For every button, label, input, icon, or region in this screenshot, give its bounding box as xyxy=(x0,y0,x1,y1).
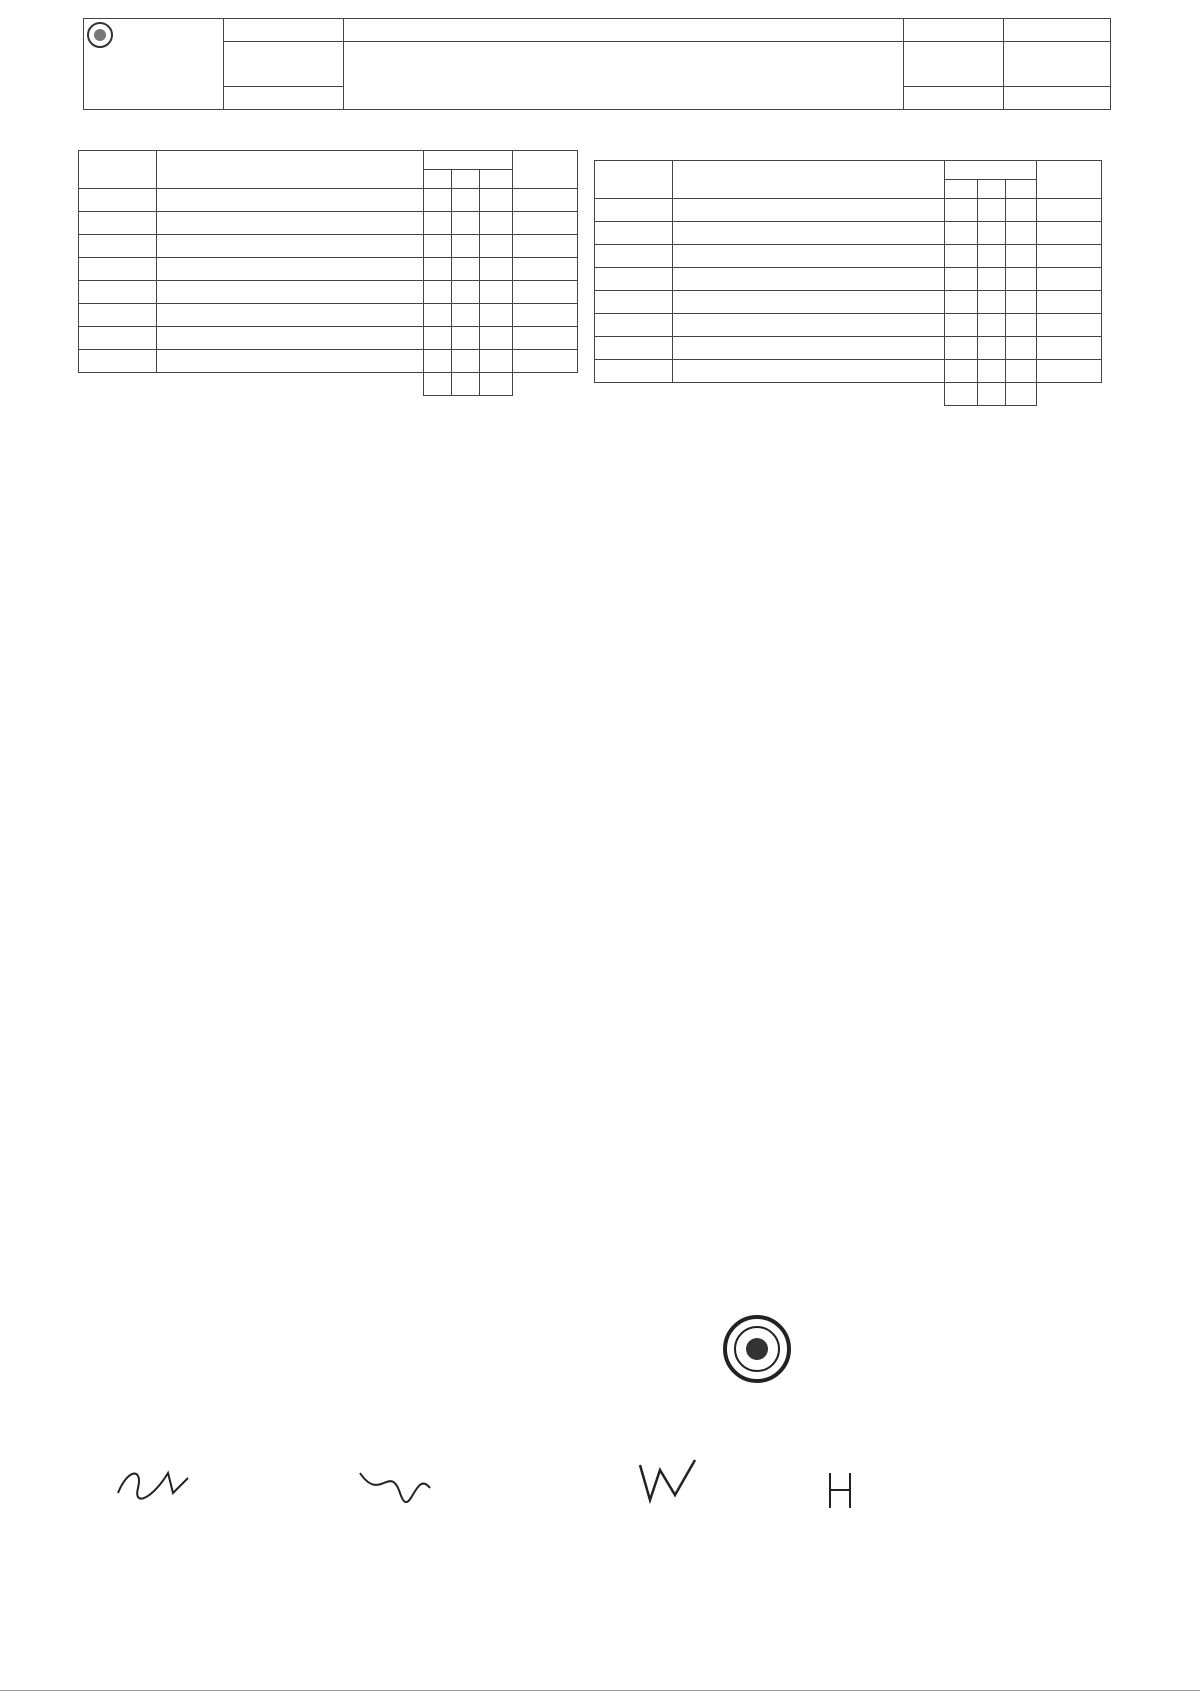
course-prereq xyxy=(512,258,577,281)
ched-seal-icon xyxy=(722,1314,792,1384)
total-header xyxy=(1006,180,1036,199)
course-title xyxy=(673,199,945,222)
course-row xyxy=(595,337,1102,360)
major-value xyxy=(344,110,904,133)
course-title xyxy=(673,337,945,360)
total-units-label xyxy=(673,383,945,406)
course-row xyxy=(79,281,578,304)
course-title xyxy=(673,314,945,337)
course-title xyxy=(157,212,423,235)
major-label xyxy=(224,87,344,110)
course-code xyxy=(595,222,673,245)
course-title xyxy=(673,360,945,383)
revision-label xyxy=(904,87,1004,110)
course-code xyxy=(79,281,157,304)
course-code xyxy=(79,327,157,350)
lab-units xyxy=(977,314,1005,337)
course-code xyxy=(595,199,673,222)
total-units xyxy=(480,350,513,373)
reference-label xyxy=(904,19,1004,42)
total-units xyxy=(1006,222,1036,245)
lab-units xyxy=(977,291,1005,314)
program-value xyxy=(344,42,904,110)
approved-by-block xyxy=(800,1470,1000,1498)
logo-cell xyxy=(84,19,224,110)
subject-title-header xyxy=(157,151,423,189)
reviewed-signature-icon xyxy=(355,1463,435,1503)
course-code xyxy=(595,291,673,314)
lec-units xyxy=(423,350,451,373)
course-row xyxy=(595,360,1102,383)
lab-units xyxy=(977,337,1005,360)
lec-units xyxy=(945,268,978,291)
lab-header xyxy=(451,170,479,189)
course-code xyxy=(79,189,157,212)
course-row xyxy=(79,258,578,281)
course-prereq xyxy=(1036,314,1101,337)
course-code xyxy=(79,235,157,258)
university-seal-icon xyxy=(86,21,114,49)
lec-units xyxy=(945,314,978,337)
course-title xyxy=(673,291,945,314)
course-row xyxy=(79,350,578,373)
course-code xyxy=(595,360,673,383)
total-units xyxy=(480,327,513,350)
lec-units xyxy=(423,189,451,212)
course-row xyxy=(595,199,1102,222)
course-code xyxy=(595,245,673,268)
unit-distribution-header xyxy=(423,151,512,170)
lab-units xyxy=(451,189,479,212)
totals-row xyxy=(79,373,578,396)
noted-signature-icon xyxy=(630,1455,700,1505)
prereq-header xyxy=(512,151,577,189)
course-row xyxy=(595,245,1102,268)
course-prereq xyxy=(512,281,577,304)
course-code xyxy=(79,304,157,327)
total-sum xyxy=(480,373,513,396)
lec-units xyxy=(945,222,978,245)
totals-row xyxy=(595,383,1102,406)
course-row xyxy=(79,212,578,235)
course-title xyxy=(157,281,423,304)
unit-distribution-header xyxy=(945,161,1036,180)
effectivity-value xyxy=(1004,42,1111,87)
college-label xyxy=(224,19,344,42)
course-code xyxy=(595,268,673,291)
header-table xyxy=(83,18,1111,132)
lec-header xyxy=(423,170,451,189)
total-units xyxy=(1006,199,1036,222)
total-units xyxy=(1006,245,1036,268)
total-units-label xyxy=(157,373,423,396)
course-prereq xyxy=(512,212,577,235)
course-row xyxy=(79,327,578,350)
revision-value xyxy=(1004,87,1111,110)
course-title xyxy=(157,350,423,373)
lec-units xyxy=(423,258,451,281)
lab-units xyxy=(451,304,479,327)
total-lec xyxy=(945,383,978,406)
course-title xyxy=(673,268,945,291)
course-prereq xyxy=(1036,291,1101,314)
subj-code-header xyxy=(595,161,673,199)
lab-header xyxy=(977,180,1005,199)
course-prereq xyxy=(512,327,577,350)
lec-header xyxy=(945,180,978,199)
total-units xyxy=(1006,360,1036,383)
totals-spacer xyxy=(79,373,157,396)
subj-code-header xyxy=(79,151,157,189)
course-title xyxy=(673,222,945,245)
total-lec xyxy=(423,373,451,396)
lab-units xyxy=(451,235,479,258)
subject-title-header xyxy=(673,161,945,199)
course-title xyxy=(157,258,423,281)
total-lab xyxy=(451,373,479,396)
course-title xyxy=(157,189,423,212)
effectivity-label xyxy=(904,42,1004,87)
lab-units xyxy=(451,212,479,235)
total-units xyxy=(1006,291,1036,314)
course-code xyxy=(595,337,673,360)
lec-units xyxy=(945,360,978,383)
lab-units xyxy=(977,222,1005,245)
course-title xyxy=(157,235,423,258)
course-prereq xyxy=(1036,360,1101,383)
total-units xyxy=(1006,314,1036,337)
prereq-header xyxy=(1036,161,1101,199)
course-prereq xyxy=(512,304,577,327)
reviewed-by-block xyxy=(295,1458,515,1488)
totals-spacer-end xyxy=(512,373,577,396)
course-code xyxy=(79,212,157,235)
program-label xyxy=(224,42,344,87)
course-row xyxy=(79,189,578,212)
course-row xyxy=(595,314,1102,337)
first-year-second-semester-table xyxy=(594,160,1102,406)
course-title xyxy=(673,245,945,268)
college-value xyxy=(344,19,904,42)
total-units xyxy=(480,258,513,281)
lec-units xyxy=(945,291,978,314)
lec-units xyxy=(423,281,451,304)
course-title xyxy=(157,304,423,327)
total-units xyxy=(480,212,513,235)
course-prereq xyxy=(1036,245,1101,268)
course-code xyxy=(79,350,157,373)
course-prereq xyxy=(1036,222,1101,245)
lab-units xyxy=(977,199,1005,222)
course-row xyxy=(595,291,1102,314)
table-header-row xyxy=(79,151,578,170)
totals-spacer xyxy=(595,383,673,406)
lec-units xyxy=(945,245,978,268)
total-header xyxy=(480,170,513,189)
course-code xyxy=(595,314,673,337)
course-prereq xyxy=(512,189,577,212)
lec-units xyxy=(423,327,451,350)
course-prereq xyxy=(1036,268,1101,291)
lab-units xyxy=(977,268,1005,291)
lec-units xyxy=(945,199,978,222)
total-units xyxy=(1006,337,1036,360)
total-units xyxy=(480,304,513,327)
lec-units xyxy=(423,212,451,235)
lec-units xyxy=(423,235,451,258)
total-units xyxy=(1006,268,1036,291)
course-prereq xyxy=(512,235,577,258)
lab-units xyxy=(977,360,1005,383)
regional-office-stamp xyxy=(720,1310,1010,1450)
course-prereq xyxy=(1036,337,1101,360)
first-year-first-semester-table xyxy=(78,150,578,396)
course-code xyxy=(79,258,157,281)
course-row xyxy=(79,304,578,327)
total-lab xyxy=(977,383,1005,406)
course-prereq xyxy=(512,350,577,373)
course-title xyxy=(157,327,423,350)
course-row xyxy=(595,268,1102,291)
reference-value xyxy=(1004,19,1111,42)
course-row xyxy=(595,222,1102,245)
total-units xyxy=(480,281,513,304)
lab-units xyxy=(451,281,479,304)
course-prereq xyxy=(1036,199,1101,222)
noted-by-block xyxy=(580,1465,780,1495)
course-row xyxy=(79,235,578,258)
lab-units xyxy=(451,350,479,373)
approved-signature-icon xyxy=(820,1468,860,1513)
total-sum xyxy=(1006,383,1036,406)
total-units xyxy=(480,189,513,212)
lab-units xyxy=(451,327,479,350)
lab-units xyxy=(451,258,479,281)
prepared-by-block xyxy=(68,1455,268,1485)
lec-units xyxy=(423,304,451,327)
lec-units xyxy=(945,337,978,360)
lab-units xyxy=(977,245,1005,268)
totals-spacer-end xyxy=(1036,383,1101,406)
total-units xyxy=(480,235,513,258)
table-header-row xyxy=(595,161,1102,180)
bottom-rule xyxy=(0,1690,1200,1691)
prepared-signature-icon xyxy=(113,1463,193,1503)
